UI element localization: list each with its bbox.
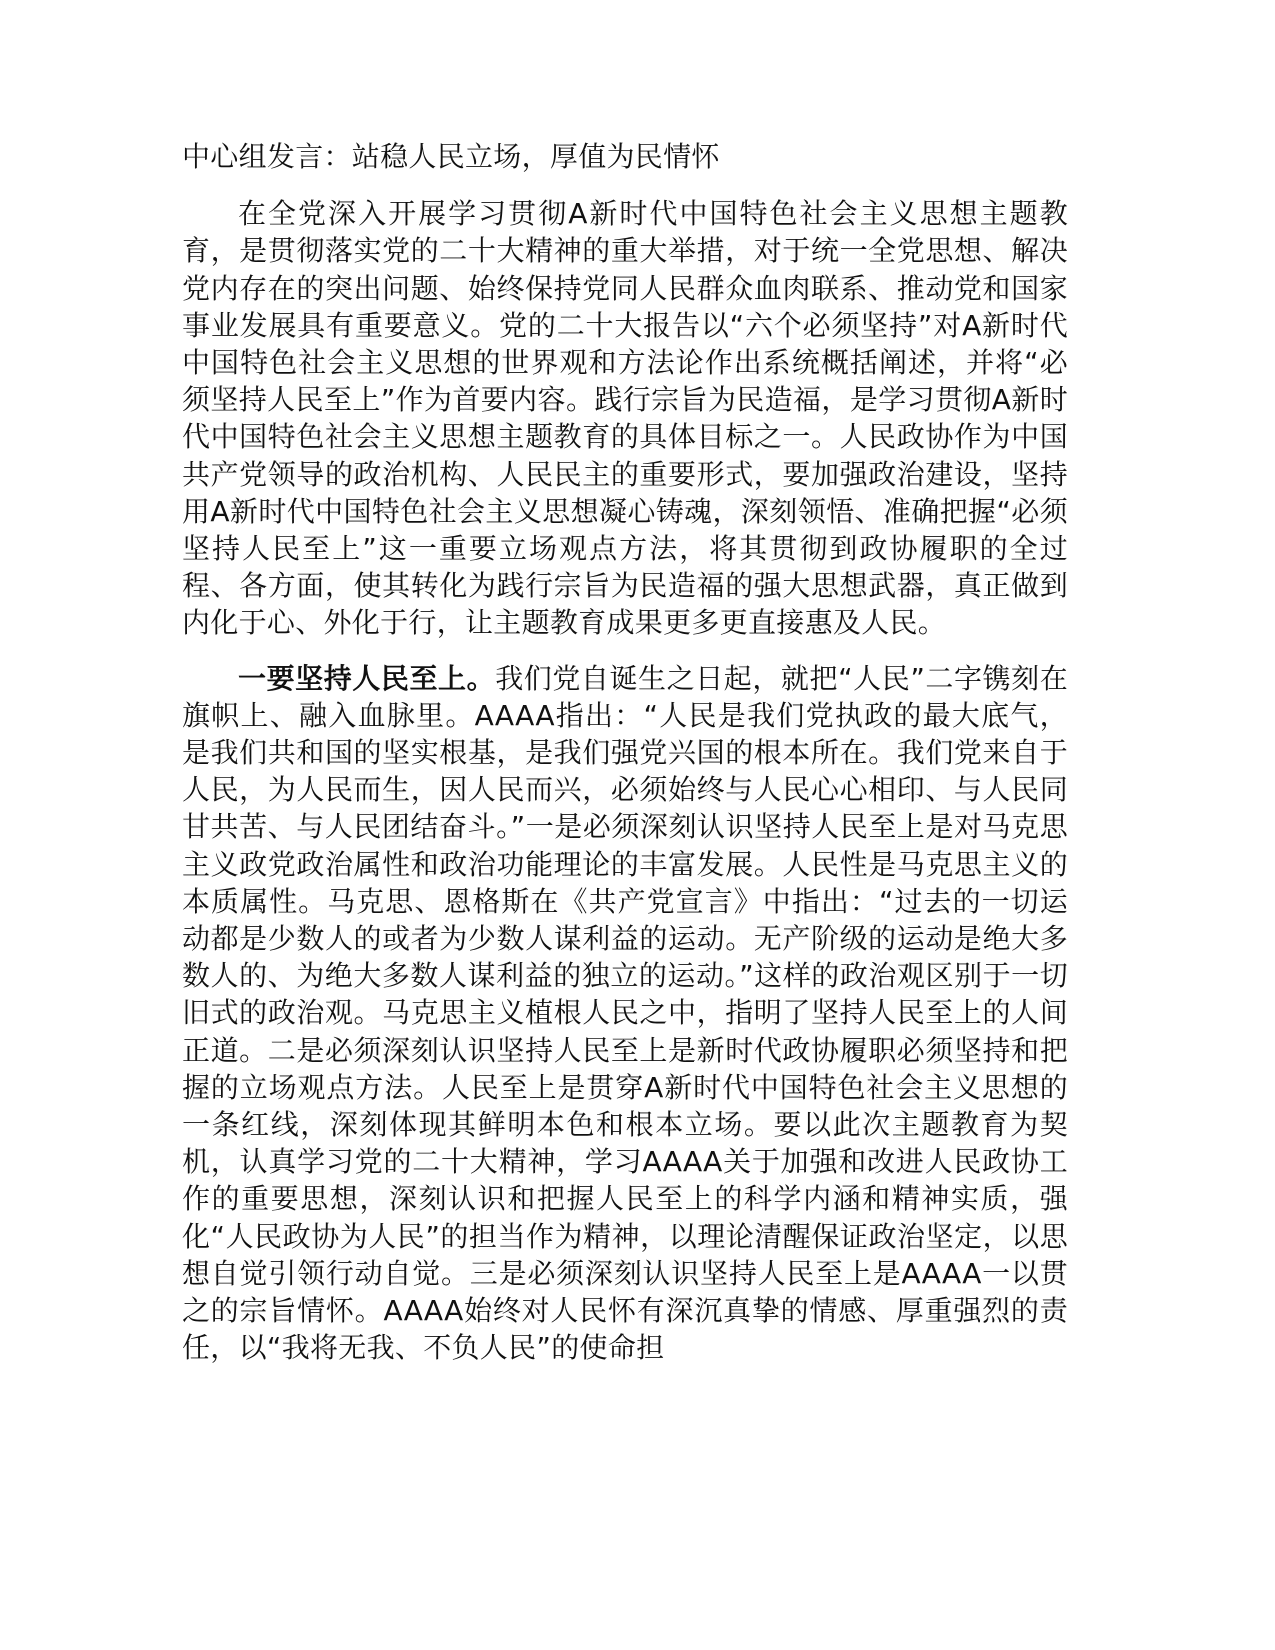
paragraph-point-one	[182, 660, 1068, 1367]
document-body	[182, 138, 1068, 1389]
paragraph-intro-text: 在全党深入开展学习贯彻A新时代中国特色社会主义思想主题教育，是贯彻落实党的二十大精神的重大举措，对于统一全党思想、解决党内存在的突出问题、始终保持党同人民群众血肉联系、推动党和国家事业发展具有重要意义。党的二十大报告以“六个必须坚持”对A新时代中国特色社会主义思想的世界观和方法论作出系统概括阐述，并将“必须坚持人民至上”作为首要内容。践行宗旨为民造福，是学习贯彻A新时代中国特色社会主义思想主题教育的具体目标之一。人民政协作为中国共产党领导的政治机构、人民民主的重要形式，要加强政治建设，坚持用A新时代中国特色社会主义思想凝心铸魂，深刻领悟、准确把握“必须坚持人民至上”这一重要立场观点方法，将其贯彻到政协履职的全过程、各方面，使其转化为践行宗旨为民造福的强大思想武器，真正做到内化于心、外化于行，让主题教育成果更多更直接惠及人民。	[182, 197, 1068, 640]
paragraph-lead-heading: 一要坚持人民至上。	[238, 661, 496, 695]
paragraph-point-one-text: 我们党自诞生之日起，就把“人民”二字镌刻在旗帜上、融入血脉里。AAAA指出：“人民是我们党执政的最大底气，是我们共和国的坚实根基，是我们强党兴国的根本所在。我们党来自于人民，为人民而生，因人民而兴，必须始终与人民心心相印、与人民同甘共苦、与人民团结奋斗。”一是必须深刻认识坚持人民至上是对马克思主义政党政治属性和政治功能理论的丰富发展。人民性是马克思主义的本质属性。马克思、恩格斯在《共产党宣言》中指出：“过去的一切运动都是少数人的或者为少数人谋利益的运动。无产阶级的运动是绝大多数人的、为绝大多数人谋利益的独立的运动。”这样的政治观区别于一切旧式的政治观。马克思主义植根人民之中，指明了坚持人民至上的人间正道。二是必须深刻认识坚持人民至上是新时代政协履职必须坚持和把握的立场观点方法。人民至上是贯穿A新时代中国特色社会主义思想的一条红线，深刻体现其鲜明本色和根本立场。要以此次主题教育为契机，认真学习党的二十大精神，学习AAAA关于加强和改进人民政协工作的重要思想，深刻认识和把握人民至上的科学内涵和精神实质，强化“人民政协为人民”的担当作为精神，以理论清醒保证政治坚定，以思想自觉引领行动自觉。三是必须深刻认识坚持人民至上是AAAA一以贯之的宗旨情怀。AAAA始终对人民怀有深沉真挚的情感、厚重强烈的责任，以“我将无我、不负人民”的使命担	[182, 661, 1068, 1365]
paragraph-intro	[182, 195, 1068, 641]
document-title: 中心组发言：站稳人民立场，厚值为民情怀	[182, 140, 720, 173]
